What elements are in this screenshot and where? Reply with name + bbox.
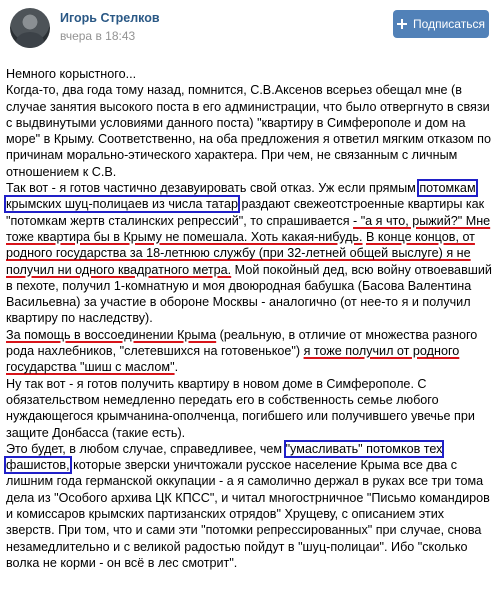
post-time[interactable]: вчера в 18:43 [60, 29, 136, 43]
text-segment: . [174, 360, 179, 375]
underlined-text: В конце концов, от родного государства за 18-летнюю службу (при 32-летней общей выслуге) я не получил ни одного квадратного метра. [6, 229, 475, 277]
paragraph-apartment [6, 180, 494, 327]
text-segment: Так вот - я готов частично дезавуировать свой отказ. Уж если прямым [6, 181, 420, 196]
paragraph-conclusion [6, 441, 494, 571]
subscribe-button[interactable] [393, 10, 489, 38]
highlight-box: потомкам крымских шуц-полицаев из числа татар [6, 181, 476, 212]
text-segment: раздают свежеотстроенные квартиры как "потомкам жертв сталинских репрессий", то спрашивается [6, 197, 485, 228]
underlined-text: я тоже получил от родного государства "шиш с маслом" [6, 344, 460, 375]
underlined-text: За помощь в воссоединении Крыма [6, 327, 217, 342]
highlight-box: "умасливать" потомков тех фашистов, [6, 441, 443, 473]
plus-icon [397, 19, 407, 29]
paragraph-crimea [6, 327, 494, 376]
paragraph-offer: Ну так вот - я готов получить квартиру в новом доме в Симферополе. С обязательством немедленно передать его в собственность семье любого нуждающегося крымчанина-ополченца, погибшего или получившего увечье при защите Донбасса (такие есть). [6, 376, 475, 440]
paragraph-intro: Немного корыстного... [6, 67, 137, 81]
paragraph-aksenov: Когда-то, два года тому назад, помнится, С.В.Аксенов всерьез обещал мне (в случае занятия высокого поста в его администрации, что было отвергнуто в связи с выдвинутыми условиями данного поста) "квартиру в Симферополе и дом на море" в Крыму. Соответственно, на оба предложения я ответил мягким отказом по причинам морально-этического характера. При чем, не связанным с личным отношением к С.В. [6, 83, 491, 179]
text-segment: (реальную, в отличие от множества разного рода нахлебников, "слетевшихся на готовенькое") [6, 327, 478, 359]
avatar[interactable] [10, 8, 50, 48]
text-segment: Это будет, в любом случае, справедливее, чем [6, 441, 286, 456]
text-segment: Мой покойный дед, всю войну отвоевавший в пехоте, получил 1-комнатную и моя двоюродная бабушка (Басова Валентина Васильевна) за участие в обороне Москвы - аналогично (от нее-то я и получил квартиру по наследству). [6, 262, 492, 326]
author-name[interactable]: Игорь Стрелков [60, 11, 160, 25]
post-text [6, 66, 494, 571]
underlined-text: - "а я что, рыжий?" Мне тоже квартира бы в Крыму не помешала. Хоть какая-нибудь. [6, 213, 491, 244]
text-segment: которые зверски уничтожали русское население Крыма все два с лишним года германской оккупации - а я самолично держал в руках все три тома дела из "Особого архива ЦК КПСС", и читал многострничное "Письмо командиров и комиссаров крымских партизанских отрядов" Хрущеву, с описанием этих зверств. При том, что и сами эти "потомки репрессированных" при случае, снова незамедлительно и с великой радостью пойдут в "шуц-полицаи". Ибо "сколько волка не корми - он всё в лес смотрит". [6, 458, 490, 570]
post-header [0, 0, 499, 56]
subscribe-label: Подписаться [413, 17, 485, 31]
